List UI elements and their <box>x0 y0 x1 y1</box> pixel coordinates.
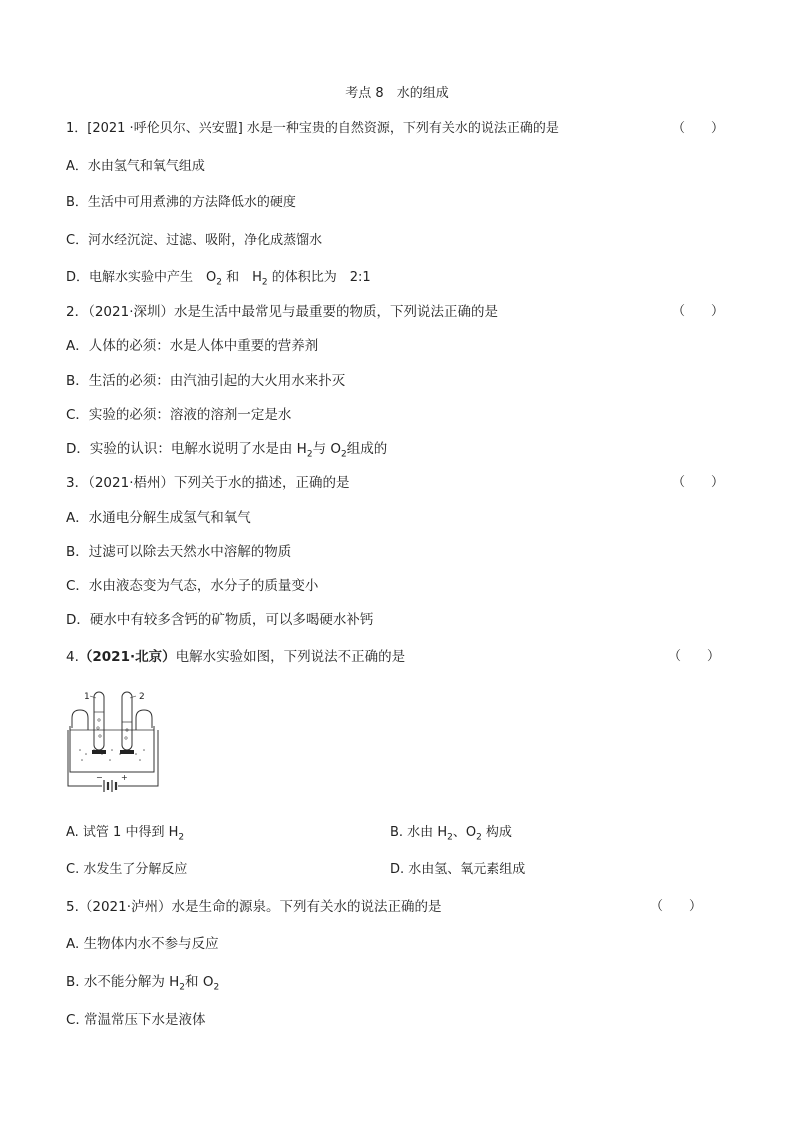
q2-option-a: A．人体的必须：水是人体中重要的营养剂 <box>66 338 319 354</box>
q5-option-a: A. 生物体内水不参与反应 <box>66 936 219 952</box>
q1-option-a: A．水由氢气和氧气组成 <box>66 159 205 174</box>
q3-option-d: D．硬水中有较多含钙的矿物质，可以多喝硬水补钙 <box>66 612 374 628</box>
answer-bracket-3: （ ） <box>672 475 725 490</box>
question-2-stem: 2．（2021·深圳）水是生活中最常见与最重要的物质，下列说法正确的是 <box>66 304 498 320</box>
q2-option-d: D．实验的认识：电解水说明了水是由 $H_2$与 $O_2$组成的 <box>66 441 388 460</box>
q5-option-b: B. 水不能分解为 $H_2$和 $O_2$ <box>66 974 220 993</box>
answer-bracket-4: （ ） <box>668 649 721 664</box>
electrolysis-apparatus-figure <box>66 688 166 798</box>
q1-option-d: D．电解水实验中产生 $O_2$ 和 $H_2$ 的体积比为 2:1 <box>66 270 371 288</box>
positive-terminal-label: + <box>121 773 128 782</box>
q2-option-c: C．实验的必须：溶液的溶剂一定是水 <box>66 407 292 423</box>
answer-bracket-5: （ ） <box>650 899 703 914</box>
q1-option-b: B．生活中可用煮沸的方法降低水的硬度 <box>66 195 296 210</box>
q4-option-d: D. 水由氢、氧元素组成 <box>390 862 526 877</box>
q4-option-a: A. 试管 1 中得到 $H_2$ <box>66 825 185 843</box>
q4-option-b: B. 水由 $H_2$、$O_2$ 构成 <box>390 825 512 843</box>
q1-option-c: C．河水经沉淀、过滤、吸附，净化成蒸馏水 <box>66 233 323 248</box>
q3-option-a: A．水通电分解生成氢气和氧气 <box>66 510 251 526</box>
q4-option-c: C. 水发生了分解反应 <box>66 862 188 877</box>
question-3-stem: 3．（2021·梧州）下列关于水的描述，正确的是 <box>66 475 350 491</box>
q3-option-c: C．水由液态变为气态，水分子的质量变小 <box>66 578 319 594</box>
question-1-stem: 1．[2021 ·呼伦贝尔、兴安盟] 水是一种宝贵的自然资源，下列有关水的说法正确的是 <box>66 121 559 136</box>
negative-terminal-label: − <box>96 773 103 782</box>
answer-bracket-1: （ ） <box>672 121 725 136</box>
answer-bracket-2: （ ） <box>672 304 725 319</box>
page-title: 考点 8 水的组成 <box>345 86 449 101</box>
q2-option-b: B．生活的必须：由汽油引起的大火用水来扑灭 <box>66 373 346 389</box>
q5-option-c: C. 常温常压下水是液体 <box>66 1012 206 1028</box>
question-5-stem: 5.（2021·泸州）水是生命的源泉。下列有关水的说法正确的是 <box>66 899 442 915</box>
tube-2-label: 2 <box>139 692 145 702</box>
question-4-stem: 4.（2021·北京）电解水实验如图，下列说法不正确的是 <box>66 649 406 665</box>
q3-option-b: B．过滤可以除去天然水中溶解的物质 <box>66 544 292 560</box>
tube-1-label: 1 <box>84 692 90 702</box>
